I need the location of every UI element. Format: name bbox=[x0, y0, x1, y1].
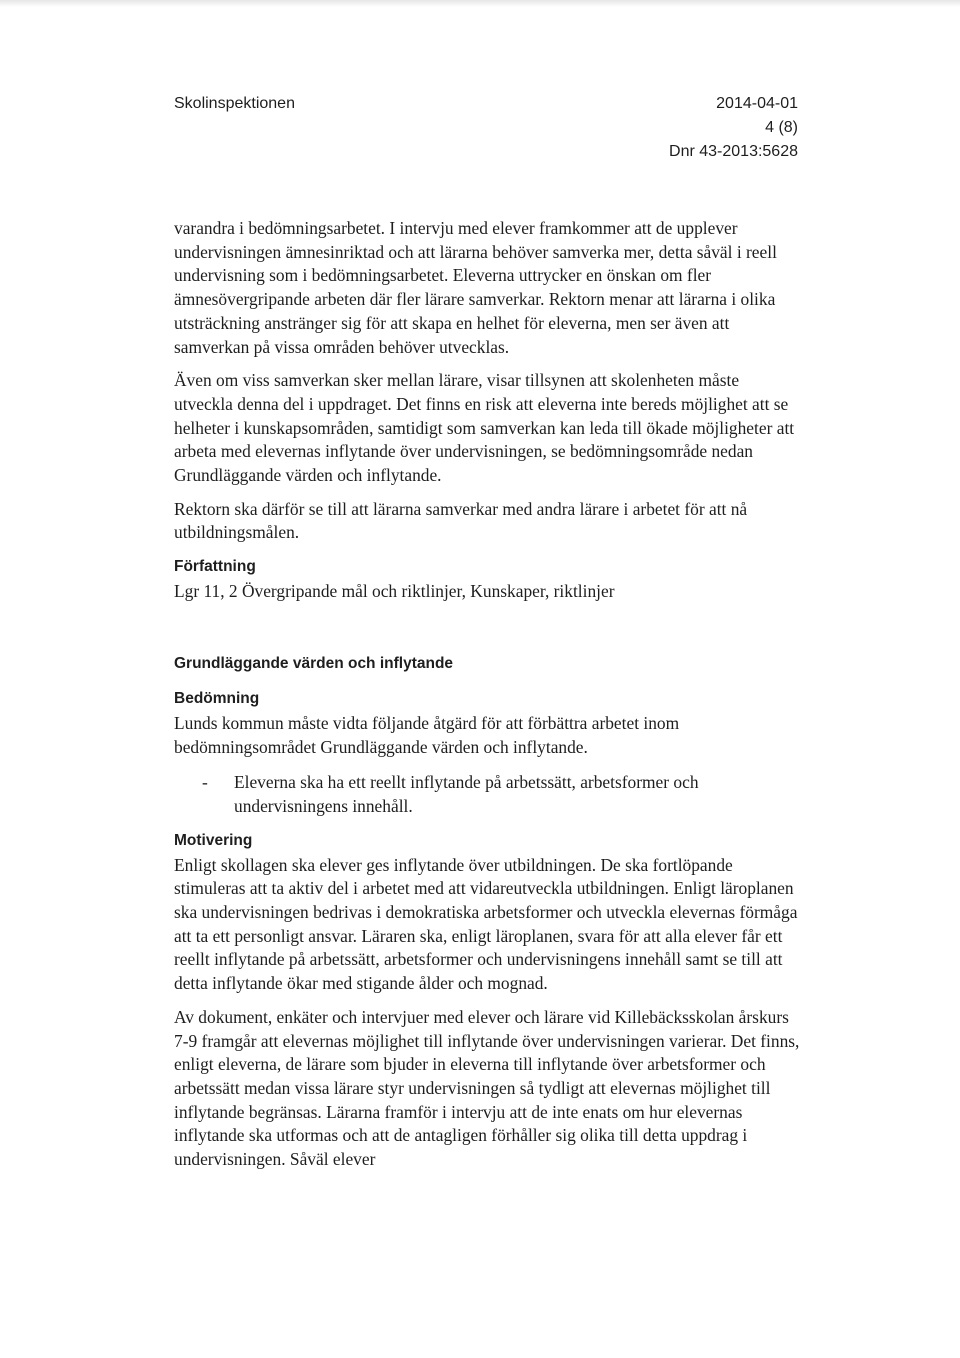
bullet-dash: - bbox=[202, 772, 208, 793]
document-body bbox=[174, 217, 802, 1172]
heading-bedomning: Bedömning bbox=[174, 689, 260, 707]
paragraph-killebackskolan: Av dokument, enkäter och intervjuer med elever och lärare vid Killebäcksskolan årskurs 7-9 framgår att elevernas möjlighet till inflytande över undervisningen varierar. Det finns, enligt eleverna, de lärare som bjuder in eleverna till inflytande över arbetsformer och arbetssätt medan vissa lärare styr undervisningen så tydligt att elevernas möjlighet till inflytande begränsas. Lärarna framför i intervju att de inte enats om hur elevernas inflytande ska utformas och att de antagligen förhåller sig olika till detta uppdrag i undervisningen. Såväl elever bbox=[174, 1006, 800, 1170]
paragraph-motivering: Enligt skollagen ska elever ges inflytande över utbildningen. De ska fortlöpande stimuleras att ta aktiv del i arbetet med att vidareutveckla utbildningen. Enligt läroplanen ska undervisningen bedrivas i demokratiska arbetsformer och utveckla elevernas förmåga att ta ett personligt ansvar. Läraren ska, enligt läroplanen, svara för att alla elever får ett reellt inflytande på arbetssätt, arbetsformer och undervisningens innehåll samt se till att detta inflytande ökar med stigande ålder och mognad. bbox=[174, 854, 798, 994]
heading-motivering: Motivering bbox=[174, 831, 253, 849]
paragraph-tillsyn: Även om viss samverkan sker mellan lärare, visar tillsynen att skolenheten måste utveckla denna del i uppdraget. Det finns en risk att eleverna inte bereds möjlighet att se helheter i kunskapsområden, samtidigt som samverkan kan leda till ökade möjligheter att arbeta med elevernas inflytande över undervisningen, se bedömningsområde nedan Grundläggande värden och inflytande. bbox=[174, 370, 795, 486]
heading-forfattning: Författning bbox=[174, 558, 256, 576]
bullet-text: Eleverna ska ha ett reellt inflytande på arbetssätt, arbetsformer och undervisningens innehåll. bbox=[234, 772, 699, 816]
org-name: Skolinspektionen bbox=[174, 95, 295, 112]
document-header bbox=[174, 92, 798, 182]
paragraph-samverkan: varandra i bedömningsarbetet. I intervju med elever framkommer att de upplever undervisningen ämnesinriktad och att lärarna behöver samverka mer, detta såväl i reell undervisning som i bedömningsarbetet. Eleverna uttrycker en önskan om fler ämnesövergripande arbeten där fler lärare samverkar. Rektorn menar att lärarna i olika utsträckning anstränger sig för att skapa en helhet för eleverna, men ser även att samverkan på vissa områden behöver utvecklas. bbox=[174, 218, 777, 357]
paragraph-forfattning: Lgr 11, 2 Övergripande mål och riktlinjer, Kunskaper, riktlinjer bbox=[174, 581, 615, 602]
section-heading: Grundläggande värden och inflytande bbox=[174, 654, 454, 672]
paragraph-bedomning: Lunds kommun måste vidta följande åtgärd för att förbättra arbetet inom bedömningsområdet Grundläggande värden och inflytande. bbox=[174, 712, 680, 757]
document-date: 2014-04-01 bbox=[716, 95, 798, 112]
scan-edge bbox=[0, 0, 960, 7]
header-meta bbox=[669, 92, 798, 164]
reference-number: Dnr 43-2013:5628 bbox=[669, 143, 798, 160]
page-number: 4 (8) bbox=[765, 119, 798, 136]
paragraph-rektorn: Rektorn ska därför se till att lärarna samverkar med andra lärare i arbetet för att nå utbildningsmålen. bbox=[174, 498, 748, 543]
bullet-item bbox=[174, 771, 802, 818]
